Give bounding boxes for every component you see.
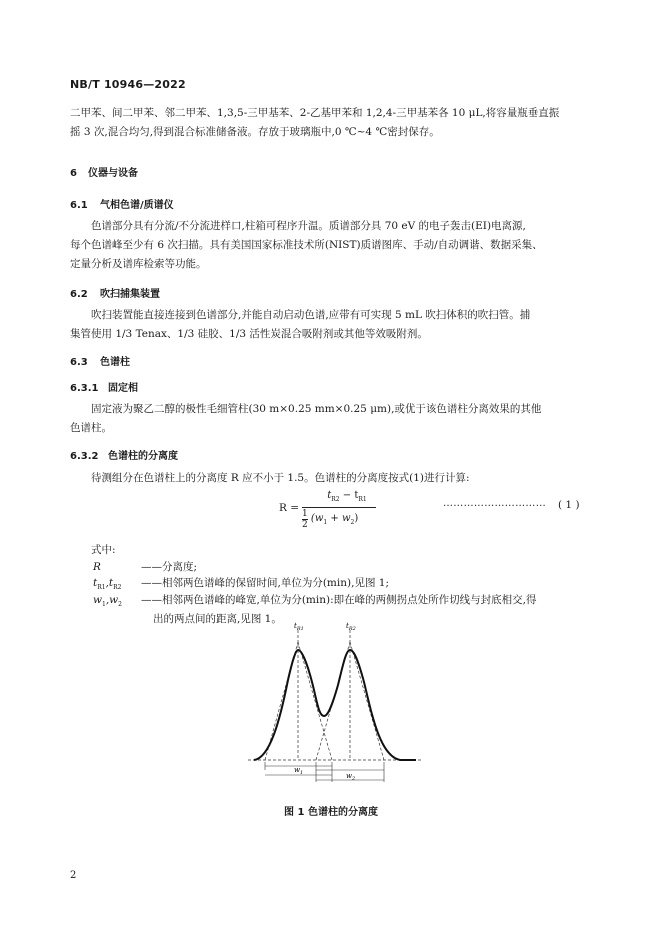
section-number: 6.2 — [70, 289, 88, 300]
body-line: 色谱部分具有分流/不分流进样口,柱箱可程序升温。质谱部分具 70 eV 的电子轰击(EI)电离源, — [91, 220, 526, 232]
legend-definition-r: ——分离度; — [141, 561, 198, 573]
legend-title: 式中: — [91, 544, 116, 556]
body-line: 吹扫装置能直接连接到色谱部分,并能自动启动色谱,应带有可实现 5 mL 吹扫体积的吹扫管。捕 — [91, 309, 531, 321]
body-line: 定量分析及谱库检索等功能。 — [70, 258, 207, 270]
label-w1: $w_1$ — [294, 766, 304, 776]
section-title: 固定相 — [108, 383, 138, 394]
section-6-3-2-body: 待测组分在色谱柱上的分离度 R 应不小于 1.5。色谱柱的分离度按式(1)进行计算: — [91, 472, 470, 484]
section-6-3-2-heading — [70, 447, 178, 462]
intro-line-2: 摇 3 次,混合均匀,得到混合标准储备液。存放于玻璃瓶中,0 ℃~4 ℃密封保存。 — [70, 126, 440, 138]
intro-line-1: 二甲苯、间二甲苯、邻二甲苯、1,3,5-三甲基苯、2-乙基甲苯和 1,2,4-三甲基苯各 10 μL,将容量瓶垂直振 — [70, 107, 560, 119]
section-6-2-body — [70, 306, 615, 344]
body-line: 每个色谱峰至少有 6 次扫描。具有美国国家标准技术所(NIST)质谱图库、手动/自动调谐、数据采集、 — [70, 239, 543, 251]
section-title: 仪器与设备 — [88, 168, 138, 179]
chromatogram-curve — [254, 650, 416, 760]
separation-figure — [240, 620, 430, 790]
body-line: 固定液为聚乙二醇的极性毛细管柱(30 m×0.25 mm×0.25 μm),或优于该色谱柱分离效果的其他 — [91, 403, 542, 415]
legend-symbol-w: $w_1,w_2$ — [93, 594, 122, 609]
legend-symbol-r: R — [93, 561, 101, 573]
section-number: 6.3 — [70, 357, 88, 368]
label-w2: $w_2$ — [346, 772, 356, 782]
page-number: 2 — [70, 870, 77, 881]
section-number: 6 — [70, 168, 77, 179]
section-6-1-heading — [70, 196, 174, 211]
section-6-1-body — [70, 217, 615, 274]
body-line: 集管使用 1/3 Tenax、1/3 硅胶、1/3 活性炭混合吸附剂或其他等效吸附剂。 — [70, 328, 428, 340]
section-title: 色谱柱的分离度 — [108, 451, 178, 462]
section-title: 色谱柱 — [100, 357, 130, 368]
intro-paragraph — [70, 104, 610, 142]
formula-leader-dots: ………………………… — [443, 498, 546, 509]
section-6-3-1-body — [70, 400, 615, 438]
legend-definition-w: ——相邻两色谱峰的峰宽,单位为分(min):即在峰的两侧拐点处所作切线与封底相交,得 出的两点间的距离,见图 1。 — [141, 594, 537, 625]
section-6-heading — [70, 164, 138, 179]
section-6-2-heading — [70, 285, 160, 300]
label-tr1: $t_{R1}$ — [294, 622, 304, 632]
section-6-3-1-heading — [70, 379, 138, 394]
half-fraction: $\frac{1}{2}$ — [302, 509, 308, 530]
section-number: 6.3.2 — [70, 451, 99, 462]
section-6-3-heading — [70, 353, 130, 368]
legend-symbol-t: $t_{R1},t_{R2}$ — [93, 577, 122, 592]
section-title: 吹扫捕集装置 — [100, 289, 160, 300]
tangent-line — [350, 642, 384, 760]
figure-caption: 图 1 色谱柱的分离度 — [284, 807, 378, 818]
section-title: 气相色谱/质谱仪 — [100, 200, 174, 211]
label-tr2: $t_{R2}$ — [346, 622, 356, 632]
body-line: 色谱柱。 — [70, 422, 112, 434]
formula-denominator: $\frac{1}{2}$ $(w_1 + w_2)$ — [302, 509, 359, 530]
section-number: 6.3.1 — [70, 383, 99, 394]
formula-numerator: $t_{R2} - t_{R1}$ — [327, 490, 367, 503]
tangent-line — [298, 642, 332, 760]
section-number: 6.1 — [70, 200, 88, 211]
standard-code: NB/T 10946—2022 — [70, 78, 186, 91]
formula-lhs: R = — [279, 502, 300, 514]
legend-definition-t: ——相邻两色谱峰的保留时间,单位为分(min),见图 1; — [141, 577, 390, 589]
equation-number: ( 1 ) — [558, 499, 580, 511]
fraction-bar — [302, 507, 376, 508]
